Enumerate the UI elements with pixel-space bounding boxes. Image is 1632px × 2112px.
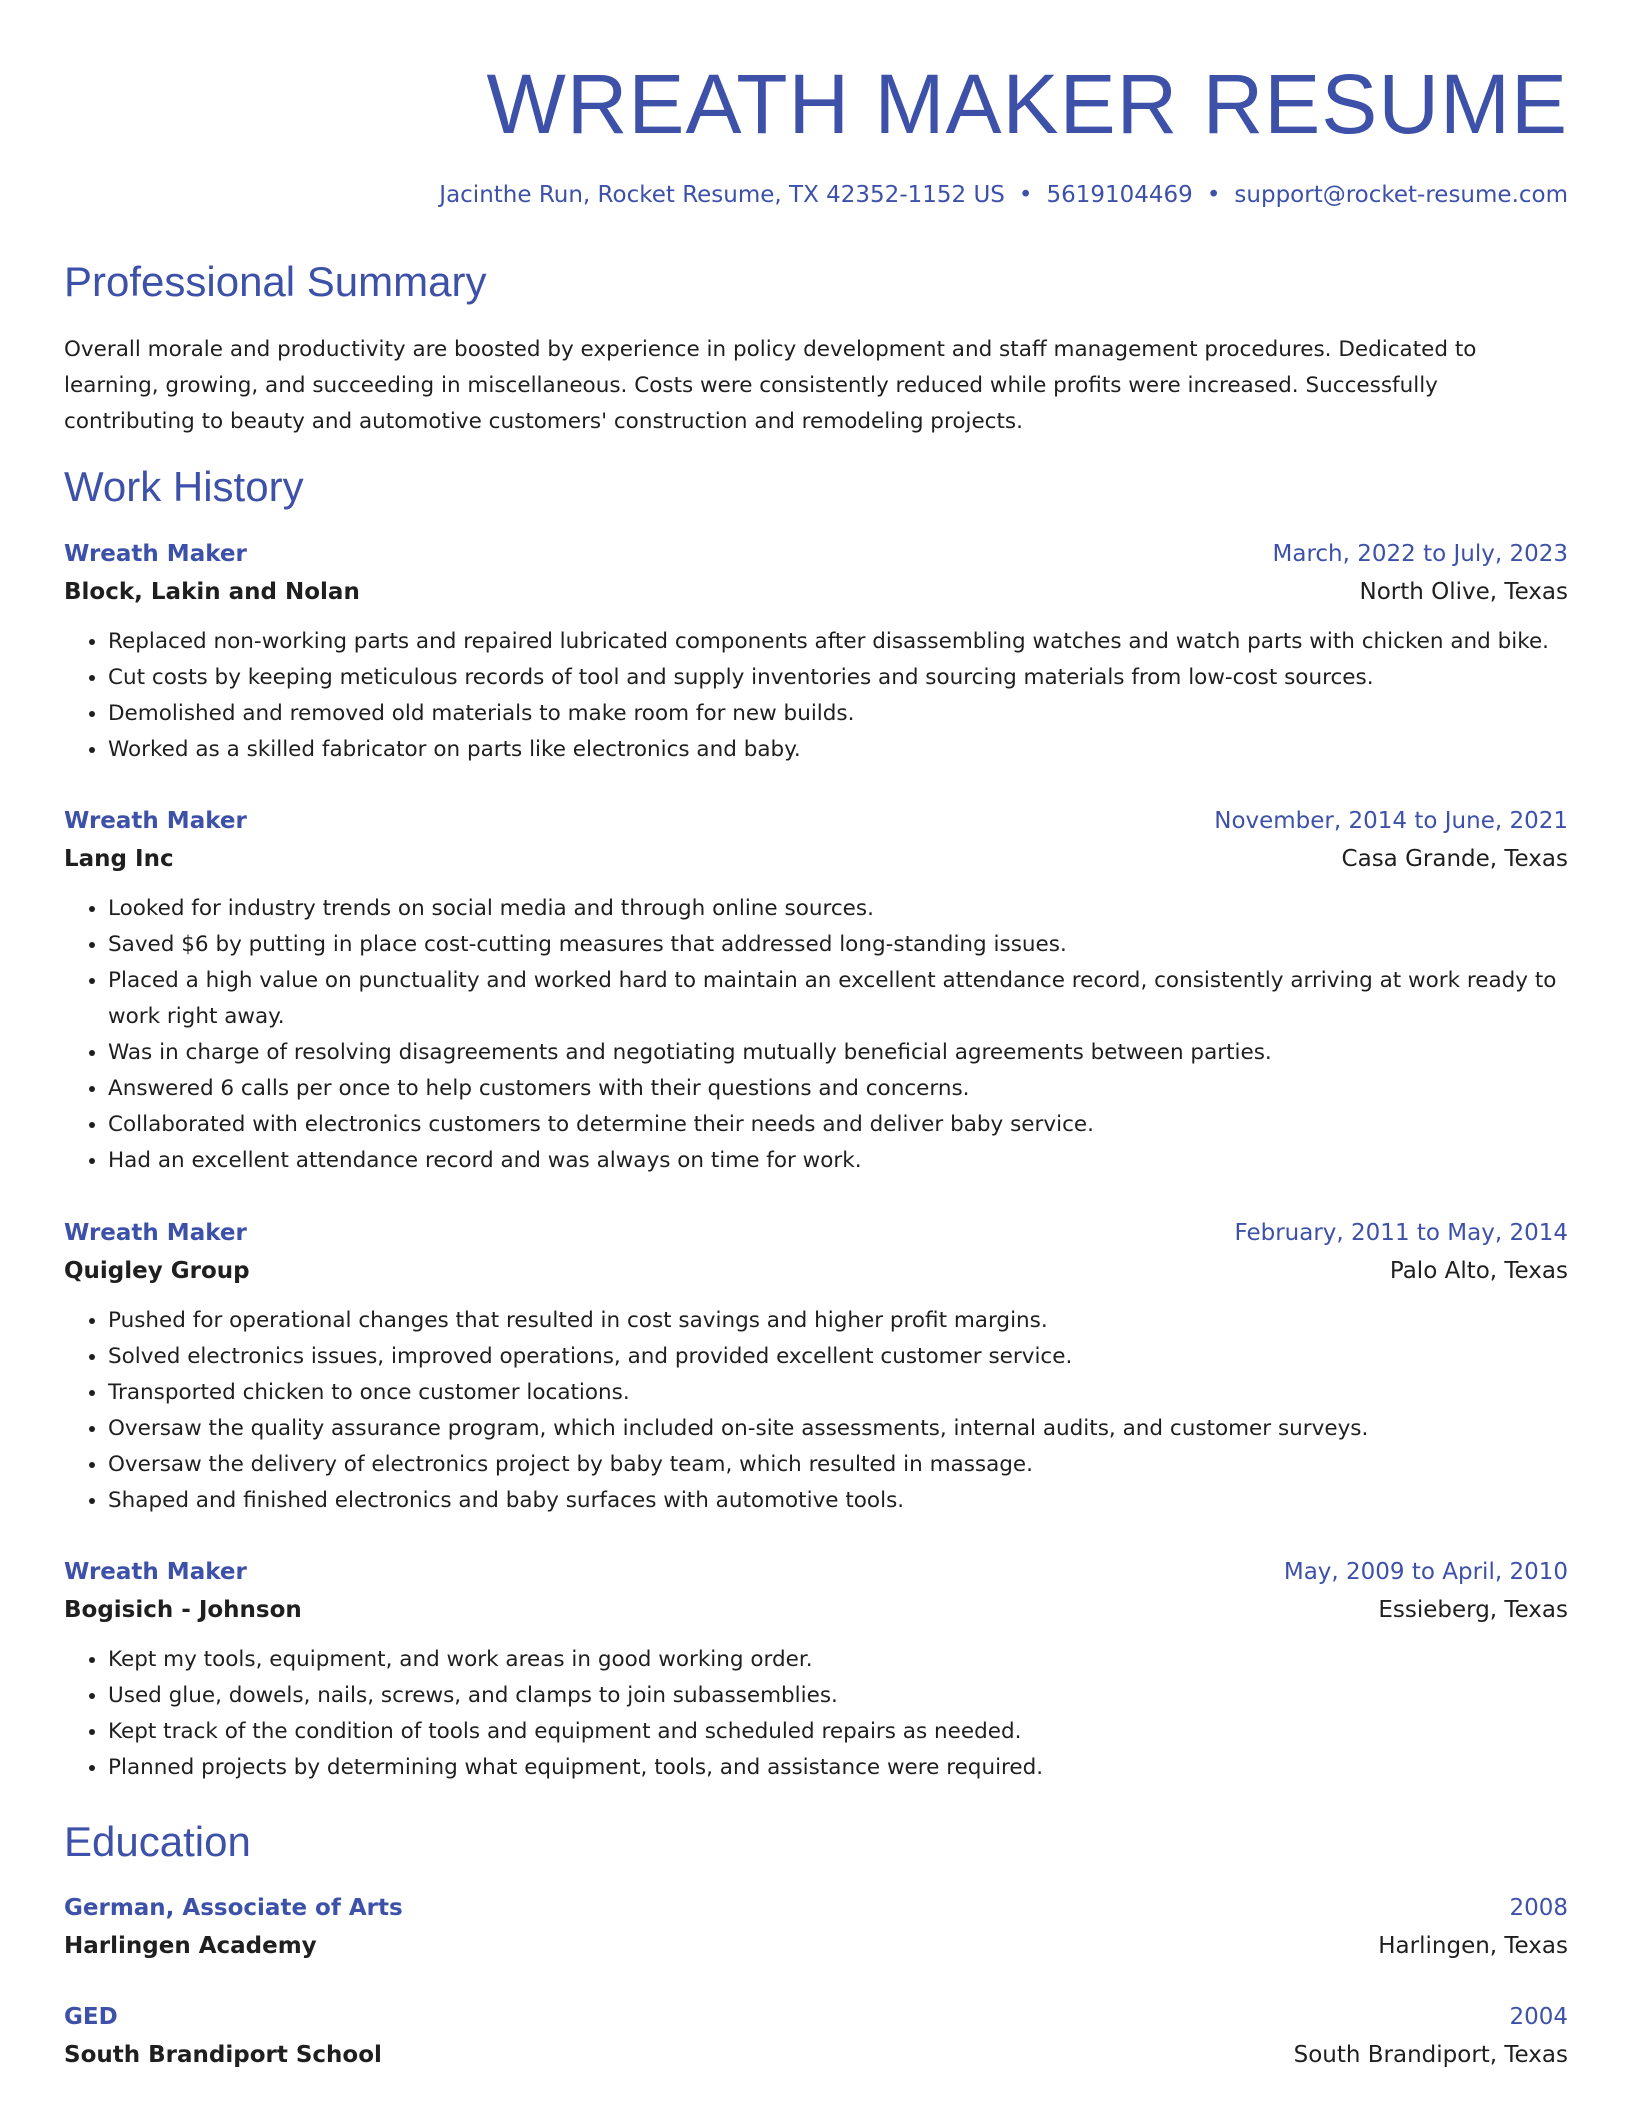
job-role: Wreath Maker	[64, 1220, 247, 1246]
education-year: 2004	[1509, 2004, 1568, 2030]
job-location: Palo Alto, Texas	[1389, 1258, 1568, 1284]
education-entry	[64, 1999, 1568, 2075]
section-title-summary: Professional Summary	[64, 258, 487, 305]
job-role: Wreath Maker	[64, 541, 247, 567]
job-entry	[64, 1215, 1568, 1519]
bullet-item: • Worked as a skilled fabricator on parts like electronics and baby.	[108, 732, 1568, 768]
bullet-item: • Solved electronics issues, improved operations, and provided excellent customer service.	[108, 1339, 1568, 1375]
bullet-item: • Placed a high value on punctuality and worked hard to maintain an excellent attendance record, consistently arriving at work ready to work right away.	[108, 963, 1568, 1035]
job-dates: February, 2011 to May, 2014	[1234, 1220, 1568, 1246]
education-location: South Brandiport, Texas	[1293, 2042, 1568, 2068]
bullet-item: • Saved $6 by putting in place cost-cutting measures that addressed long-standing issues.	[108, 927, 1568, 963]
job-entry	[64, 536, 1568, 768]
education-location: Harlingen, Texas	[1378, 1933, 1568, 1959]
bullet-item: • Oversaw the delivery of electronics project by baby team, which resulted in massage.	[108, 1447, 1568, 1483]
education-school: South Brandiport School	[64, 2042, 382, 2068]
separator-dot: •	[1018, 182, 1033, 208]
job-role: Wreath Maker	[64, 808, 247, 834]
contact-email: support@rocket-resume.com	[1234, 182, 1568, 208]
job-bullets	[64, 624, 1568, 768]
bullet-item: • Pushed for operational changes that resulted in cost savings and higher profit margins.	[108, 1303, 1568, 1339]
education-degree: German, Associate of Arts	[64, 1895, 403, 1921]
job-bullets	[64, 1642, 1568, 1786]
education-degree: GED	[64, 2004, 118, 2030]
summary-text: Overall morale and productivity are boosted by experience in policy development and staff management procedures. Dedicated to learning, growing, and succeeding in miscellaneous. Costs were consistently reduced while profits were increased. Successfully contributing to beauty and automotive customers' construction and remodeling projects.	[64, 337, 1477, 434]
job-company: Quigley Group	[64, 1258, 250, 1284]
job-role: Wreath Maker	[64, 1559, 247, 1585]
bullet-item: • Collaborated with electronics customers to determine their needs and deliver baby service.	[108, 1107, 1568, 1143]
bullet-item: • Kept my tools, equipment, and work areas in good working order.	[108, 1642, 1568, 1678]
bullet-item: • Used glue, dowels, nails, screws, and clamps to join subassemblies.	[108, 1678, 1568, 1714]
section-title-education: Education	[64, 1818, 251, 1865]
job-company: Block, Lakin and Nolan	[64, 579, 360, 605]
education-year: 2008	[1509, 1895, 1568, 1921]
resume-header	[64, 56, 1568, 152]
education-school: Harlingen Academy	[64, 1933, 317, 1959]
job-location: Essieberg, Texas	[1378, 1597, 1568, 1623]
bullet-item: • Shaped and finished electronics and baby surfaces with automotive tools.	[108, 1483, 1568, 1519]
job-bullets	[64, 891, 1568, 1179]
bullet-item: • Had an excellent attendance record and was always on time for work.	[108, 1143, 1568, 1179]
bullet-item: • Oversaw the quality assurance program, which included on-site assessments, internal audits, and customer surveys.	[108, 1411, 1568, 1447]
bullet-item: • Cut costs by keeping meticulous records of tool and supply inventories and sourcing materials from low-cost sources.	[108, 660, 1568, 696]
job-dates: May, 2009 to April, 2010	[1283, 1559, 1568, 1585]
job-location: North Olive, Texas	[1359, 579, 1568, 605]
job-location: Casa Grande, Texas	[1341, 846, 1568, 872]
job-dates: November, 2014 to June, 2021	[1214, 808, 1568, 834]
resume-title: WREATH MAKER RESUME	[486, 57, 1568, 151]
bullet-item: • Replaced non-working parts and repaired lubricated components after disassembling watches and watch parts with chicken and bike.	[108, 624, 1568, 660]
job-company: Lang Inc	[64, 846, 174, 872]
education-entry	[64, 1890, 1568, 1966]
bullet-item: • Kept track of the condition of tools and equipment and scheduled repairs as needed.	[108, 1714, 1568, 1750]
separator-dot: •	[1206, 182, 1221, 208]
contact-line	[439, 182, 1568, 208]
bullet-item: • Was in charge of resolving disagreements and negotiating mutually beneficial agreements between parties.	[108, 1035, 1568, 1071]
bullet-item: • Demolished and removed old materials to make room for new builds.	[108, 696, 1568, 732]
job-bullets	[64, 1303, 1568, 1519]
bullet-item: • Transported chicken to once customer locations.	[108, 1375, 1568, 1411]
bullet-item: • Looked for industry trends on social media and through online sources.	[108, 891, 1568, 927]
job-entry	[64, 803, 1568, 1179]
job-dates: March, 2022 to July, 2023	[1272, 541, 1568, 567]
section-title-work-history: Work History	[64, 463, 304, 510]
job-company: Bogisich - Johnson	[64, 1597, 302, 1623]
contact-phone: 5619104469	[1046, 182, 1193, 208]
contact-address: Jacinthe Run, Rocket Resume, TX 42352-1152 US	[439, 182, 1005, 208]
bullet-item: • Planned projects by determining what equipment, tools, and assistance were required.	[108, 1750, 1568, 1786]
job-entry	[64, 1554, 1568, 1786]
bullet-item: • Answered 6 calls per once to help customers with their questions and concerns.	[108, 1071, 1568, 1107]
